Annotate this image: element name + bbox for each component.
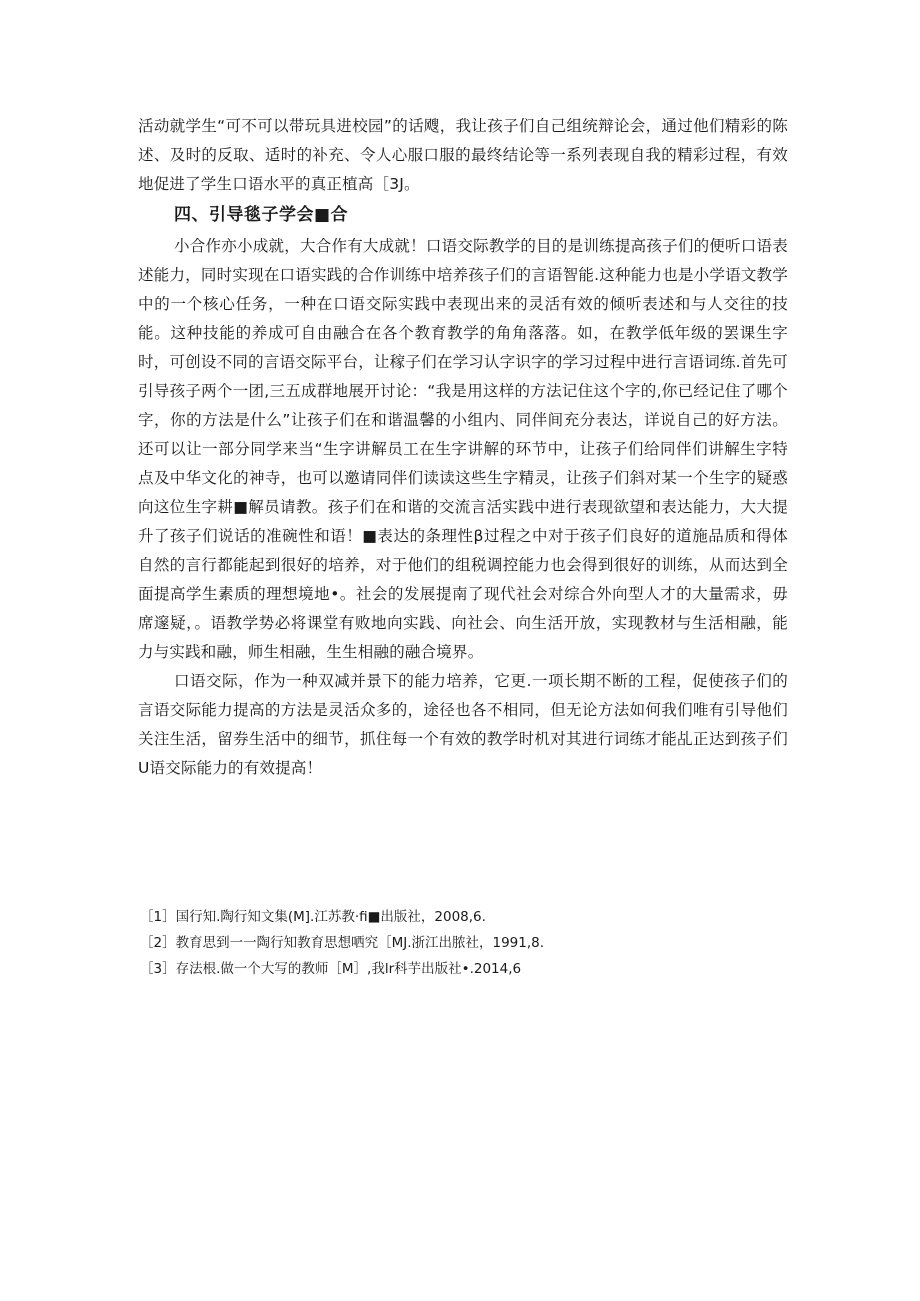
reference-item: ［2］教育思到一一陶行知教育思想哂究［MJ.浙江出脓社，1991,8. xyxy=(140,935,545,951)
section-heading: 四、引导毯子学会■合 xyxy=(174,205,349,225)
reference-list xyxy=(140,904,790,982)
paragraph-cooperation: 小合作亦小成就，大合作有大成就！口语交际教学的目的是训练提高孩子们的便听口语表述能力，同时实现在口语实践的合作训练中培养孩子们的言语智能.这种能力也是小学语文教学中的一个核心任务，一种在口语交际实践中表现出来的灵活有效的倾听表述和与人交往的技能。这种技能的养成可自由融合在各个教育教学的角角落落。如，在教学低年级的罢课生字时，可创设不同的言语交际平台，让稼子们在学习认字识字的学习过程中进行言语词练.首先可引导孩子两个一团,三五成群地展开讨论：“我是用这样的方法记住这个字的,你已经记住了哪个字，你的方法是什么”让孩子们在和谐温馨的小组内、同伴间充分表达，详说自己的好方法。还可以让一部分同学来当“生字讲解员工在生字讲解的环节中，让孩子们给同伴们讲解生字特点及中华文化的神寺，也可以邀请同伴们读读这些生字精灵，让孩子们斜对某一个生字的疑惑向这位生字耕■解员请教。孩子们在和谐的交流言活实践中进行表现欲望和表达能力，大大提升了孩子们说话的准碗性和语！■表达的条理性β过程之中对于孩子们良好的道施品质和得体自然的言行都能起到很好的培养，对于他们的组税调控能力也会得到很好的训练，从而达到全面提高学生素质的理想境地•。社会的发展提南了现代社会对综合外向型人才的大量需求，毋席邃疑，。语教学势必将课堂有败地向实践、向社会、向生活开放，实现教材与生活相融，能力与实践和融，师生相融，生生相融的融合境界。 xyxy=(138,237,788,661)
paragraph-continuation: 活动就学生“可不可以带玩具进校园”的话飕，我让孩子们自己组统辩论会，通过他们精彩的陈述、及时的反取、适时的补充、令人心服口服的最终结论等一系列表现自我的精彩过程，有效地促进了学生口语水平的真正植高［3J。 xyxy=(138,117,788,193)
reference-item: ［1］国行知.陶行知文集(M].江苏教·fi■出版社，2008,6. xyxy=(140,909,486,925)
reference-item: ［3］存法根.做一个大写的教师［M］,我lr科芋出版社•.2014,6 xyxy=(140,961,522,977)
document-body xyxy=(138,112,788,783)
paragraph-conclusion: 口语交际，作为一种双减并景下的能力培养，它更.一项长期不断的工程，促使孩子们的言语交际能力提高的方法是灵活众多的，途径也各不相同，但无论方法如何我们唯有引导他们关注生活，留券生活中的细节，抓住每一个有效的教学时机对其进行词练才能乩正达到孩子们U语交际能力的有效提高！ xyxy=(138,672,788,777)
